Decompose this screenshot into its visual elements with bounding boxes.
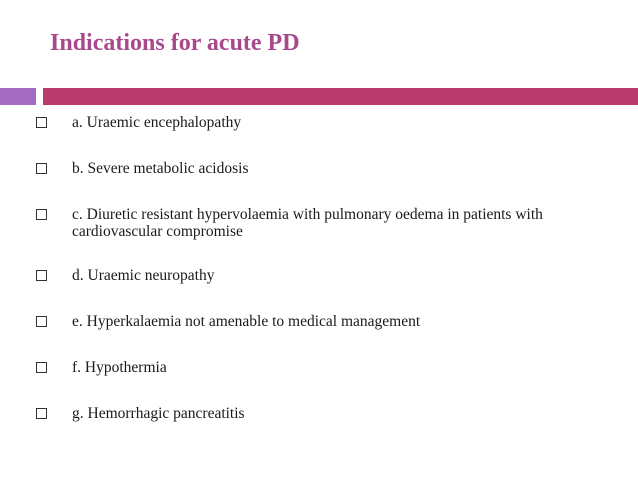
bullet-item (36, 313, 596, 330)
bullet-text: a. Uraemic encephalopathy (72, 114, 242, 131)
checkbox-bullet-icon (36, 408, 47, 419)
bullet-item (36, 206, 596, 240)
bullet-text: g. Hemorrhagic pancreatitis (72, 405, 245, 422)
bullet-text: b. Severe metabolic acidosis (72, 160, 249, 177)
checkbox-bullet-icon (36, 117, 47, 128)
checkbox-bullet-icon (36, 362, 47, 373)
checkbox-bullet-icon (36, 270, 47, 281)
bullet-item (36, 359, 596, 376)
bullet-item (36, 160, 596, 177)
checkbox-bullet-icon (36, 163, 47, 174)
accent-bar-left (0, 88, 36, 105)
checkbox-bullet-icon (36, 316, 47, 327)
bullet-item (36, 405, 596, 422)
bullet-item (36, 267, 596, 284)
bullet-text: c. Diuretic resistant hypervolaemia with pulmonary oedema in patients with cardiovascular compromise (72, 206, 543, 240)
bullet-text: e. Hyperkalaemia not amenable to medical management (72, 313, 421, 330)
bullet-text: d. Uraemic neuropathy (72, 267, 215, 284)
slide-title: Indications for acute PD (50, 30, 300, 56)
bullet-text: f. Hypothermia (72, 359, 167, 376)
accent-bar-right (43, 88, 638, 105)
checkbox-bullet-icon (36, 209, 47, 220)
bullet-list (36, 114, 596, 451)
bullet-item (36, 114, 596, 131)
